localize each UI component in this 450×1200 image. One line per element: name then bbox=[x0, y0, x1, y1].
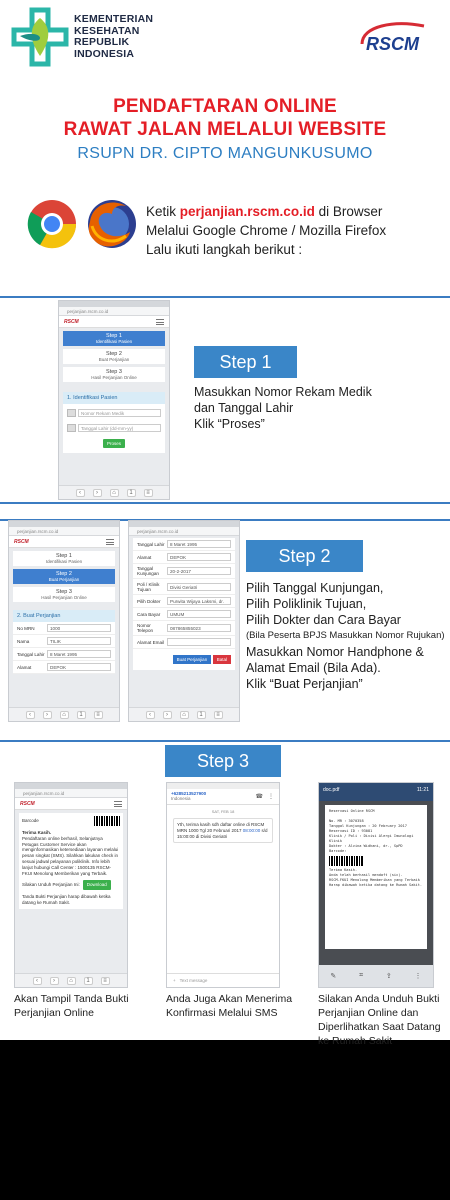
user-icon bbox=[67, 409, 76, 417]
step3-label: Step 3 bbox=[165, 745, 281, 777]
browser-icons bbox=[26, 196, 142, 252]
caption-sms: Anda Juga Akan Menerima Konfirmasi Melalui SMS bbox=[166, 993, 293, 1019]
firefox-icon bbox=[88, 200, 136, 248]
ministry-name: KEMENTERIAN KESEHATAN REPUBLIK INDONESIA bbox=[74, 13, 154, 60]
calendar-icon bbox=[67, 424, 76, 432]
rscm-logo-icon bbox=[354, 18, 438, 58]
step3-sms-screenshot: +6285213527900 Indonesia ☎ ⋮ SAT, FEB 18 Yth, terima kasih sdh daftar online di RSCM MRN 1000 Tgl 20 Februari 2017 08:00:00 s/d 15:00:00 di Divisi Geriatri + Text message bbox=[166, 782, 280, 988]
download-button[interactable]: Download bbox=[83, 880, 111, 890]
main-subtitle: RSUPN DR. CIPTO MANGUNKUSUMO bbox=[77, 145, 373, 162]
step1-label: Step 1 bbox=[194, 346, 297, 378]
step2-label: Step 2 bbox=[246, 540, 363, 572]
divider bbox=[0, 296, 450, 298]
step-indicator-3: Step 3 Hasil Perjanjian Online bbox=[63, 367, 165, 382]
menu-icon bbox=[156, 319, 164, 325]
kemenkes-logo-icon bbox=[12, 8, 68, 66]
divider bbox=[0, 740, 450, 742]
svg-text:RSCM: RSCM bbox=[366, 34, 419, 54]
website-url[interactable]: perjanjian.rscm.co.id bbox=[179, 204, 315, 219]
divider bbox=[0, 502, 450, 504]
sms-message: Yth, terima kasih sdh daftar online di RSCM MRN 1000 Tgl 20 Februari 2017 08:00:00 s/d 15:00:00 di Divisi Geriatri bbox=[173, 818, 273, 843]
step2-instructions: Pilih Tanggal Kunjungan, Pilih Poliklinik Tujuan, Pilih Dokter dan Cara Bayar (Bila Peserta BPJS Masukkan Nomor Rujukan) Masukkan Nomor Handphone & Alamat Email (Bila Ada). Klik “Buat Perjanjian” bbox=[246, 581, 445, 691]
chrome-icon bbox=[28, 200, 76, 248]
step3-pdf-screenshot: doc.pdf 11:21 Reservasi Online RSCM No. MR : 3070358 Tanggal Kunjungan : 20 February 2017 Reservasi ID : 93081 Klinik / Poli : Divisi Alergi Imunologi Klinik Dokter : Alvina Widhani, dr., SpPD Barcode: Terima Kasih. Anda telah berhasil mendaft (sic). RSCM-FKUI Menolong Memberikan yang Terbaik Harap dibawah ketika datang ke Rumah Sakit. ✎ ⌗ ⇪ ⋮ bbox=[318, 782, 434, 988]
phone-icon: ☎ bbox=[255, 794, 263, 800]
add-icon: + bbox=[173, 978, 176, 983]
step3-receipt-screenshot: perjanjian.rscm.co.id RSCM Barcode Terima Kasih. Pendaftaran online berhasil, Selanjutnya Petugas Customer Service akan menginformasikan ketersediaan layanan melalui pesan singkat (SMS). Silahkan lakukan check in sesuai jadwal pelayanan poliklinik. Info lebih lanjut hubungi Call Center : 1500135 RSCM-FKUI Menolong Memberikan yang Terbaik. Silakan Unduh Perjanjian Ini: Download Tanda Bukti Perjanjian harap dibawah ketika datang ke Rumah Sakit. ‹ › ⌂ 1 ≡ bbox=[14, 782, 128, 988]
pdf-document: Reservasi Online RSCM No. MR : 3070358 Tanggal Kunjungan : 20 February 2017 Reservasi ID : 93081 Klinik / Poli : Divisi Alergi Imunologi Klinik Dokter : Alvina Widhani, dr., SpPD Barcode: Terima Kasih. Anda telah berhasil mendaft (sic). RSCM-FKUI Menolong Memberikan yang Terbaik Harap dibawah ketika datang ke Rumah Sakit. bbox=[325, 805, 427, 949]
step-indicator-1: Step 1 Identifikasi Pasien bbox=[63, 331, 165, 346]
step2-phone-right-screenshot: perjanjian.rscm.co.id Tanggal Lahir 8 Maret 1995 Alamat DEPOK Tanggal Kunjungan 20-2-2017 Poli / Klinik Tujuan Divisi Geriatri Pilih Dokter Purwita Wijaya Laksmi, dr. Cara Bayar UMUM Nomor Telepon 087865855023 Alamat Email Buat Perjanjian Batal ‹ › ⌂ 1 ≡ bbox=[128, 520, 240, 722]
crop-icon: ⌗ bbox=[359, 972, 364, 979]
caption-pdf: Silakan Anda Unduh Bukti Perjanjian Online dan Diperlihatkan Saat Datang ke Rumah Sakit bbox=[318, 993, 441, 1047]
share-icon: ⇪ bbox=[385, 973, 392, 980]
barcode-icon bbox=[329, 856, 363, 866]
barcode-icon bbox=[94, 816, 120, 826]
edit-icon: ✎ bbox=[330, 973, 337, 980]
caption-receipt: Akan Tampil Tanda Bukti Perjanjian Online bbox=[14, 993, 129, 1019]
step-indicator-2: Step 2 Buat Perjanjian bbox=[63, 349, 165, 364]
main-title-line2: RAWAT JALAN MELALUI WEBSITE bbox=[63, 119, 387, 140]
more-icon: ⋮ bbox=[268, 794, 274, 800]
more-icon: ⋮ bbox=[414, 973, 422, 980]
step1-instructions: Masukkan Nomor Rekam Medik dan Tanggal Lahir Klik “Proses” bbox=[194, 385, 372, 431]
step2-phone-left-screenshot: perjanjian.rscm.co.id RSCM Step 1 Identifikasi Pasien Step 2 Buat Perjanjian Step 3 Hasil Perjanjian Online 2. Buat Perjanjian No MRN 1000 Nama TILIK Tanggal Lahir 8 Maret 1995 Alamat DEPOK ‹ › ⌂ 1 ≡ bbox=[8, 520, 120, 722]
main-title-line1: PENDAFTARAN ONLINE bbox=[113, 96, 337, 117]
step1-phone-screenshot: perjanjian.rscm.co.id RSCM Step 1 Identifikasi Pasien Step 2 Buat Perjanjian Step 3 Hasil Perjanjian Online 1. Identifikasi Pasien Nomor Rekam Medik Tanggal Lahir (dd-mm-yy) Proses ‹ › ⌂ 1 ≡ bbox=[58, 300, 170, 500]
intro-text: Ketik perjanjian.rscm.co.id di Browser Melalui Google Chrome / Mozilla Firefox Lalu ikuti langkah berikut : bbox=[146, 204, 387, 257]
